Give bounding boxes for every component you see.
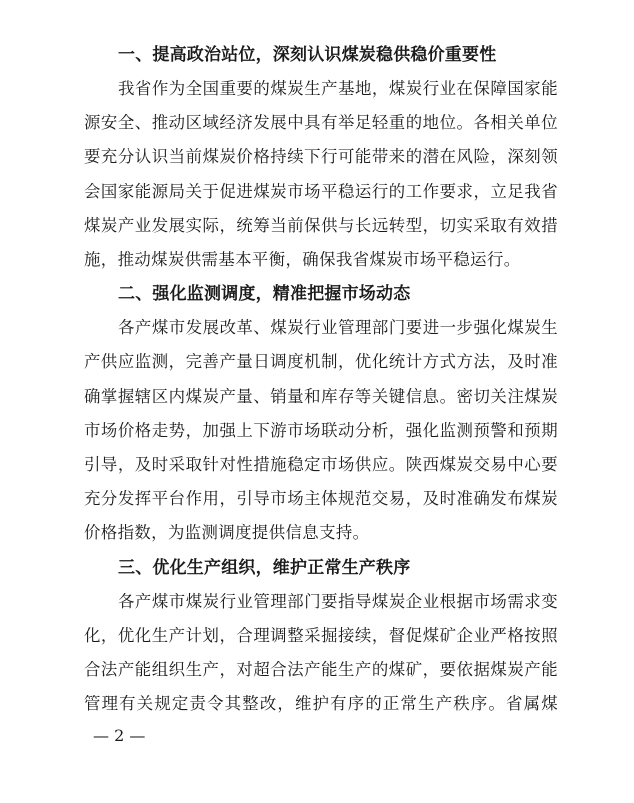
section-paragraph-3: 各产煤市煤炭行业管理部门要指导煤炭企业根据市场需求变化，优化生产计划，合理调整采掘接续，督促煤矿企业严格按照合法产能组织生产，对超合法产能生产的煤矿，要依据煤炭产能管理有关规定责令其整改，维护有序的正常生产秩序。省属煤 [84,591,558,714]
section-paragraph-1: 我省作为全国重要的煤炭生产基地，煤炭行业在保障国家能源安全、推动区域经济发展中具有举足轻重的地位。各相关单位要充分认识当前煤炭价格持续下行可能带来的潜在风险，深刻领会国家能源局关于促进煤炭市场平稳运行的工作要求，立足我省煤炭产业发展实际，统筹当前保供与长远转型，切实采取有效措施，推动煤炭供需基本平衡，确保我省煤炭市场平稳运行。 [84,79,558,270]
section-heading-1: 一、提高政治站位，深刻认识煤炭稳供稳价重要性 [118,45,497,65]
section-heading-3: 三、优化生产组织，维护正常生产秩序 [118,557,411,578]
document-body [84,38,558,721]
section-heading-2: 二、强化监测调度，精准把握市场动态 [118,284,411,305]
section-paragraph-2: 各产煤市发展改革、煤炭行业管理部门要进一步强化煤炭生产供应监测，完善产量日调度机制，优化统计方式方法，及时准确掌握辖区内煤炭产量、销量和库存等关键信息。密切关注煤炭市场价格走势，加强上下游市场联动分析，强化监测预警和预期引导，及时采取针对性措施稳定市场供应。陕西煤炭交易中心要充分发挥平台作用，引导市场主体规范交易，及时准确发布煤炭价格指数，为监测调度提供信息支持。 [84,318,558,543]
page-number: — 2 — [93,726,146,745]
